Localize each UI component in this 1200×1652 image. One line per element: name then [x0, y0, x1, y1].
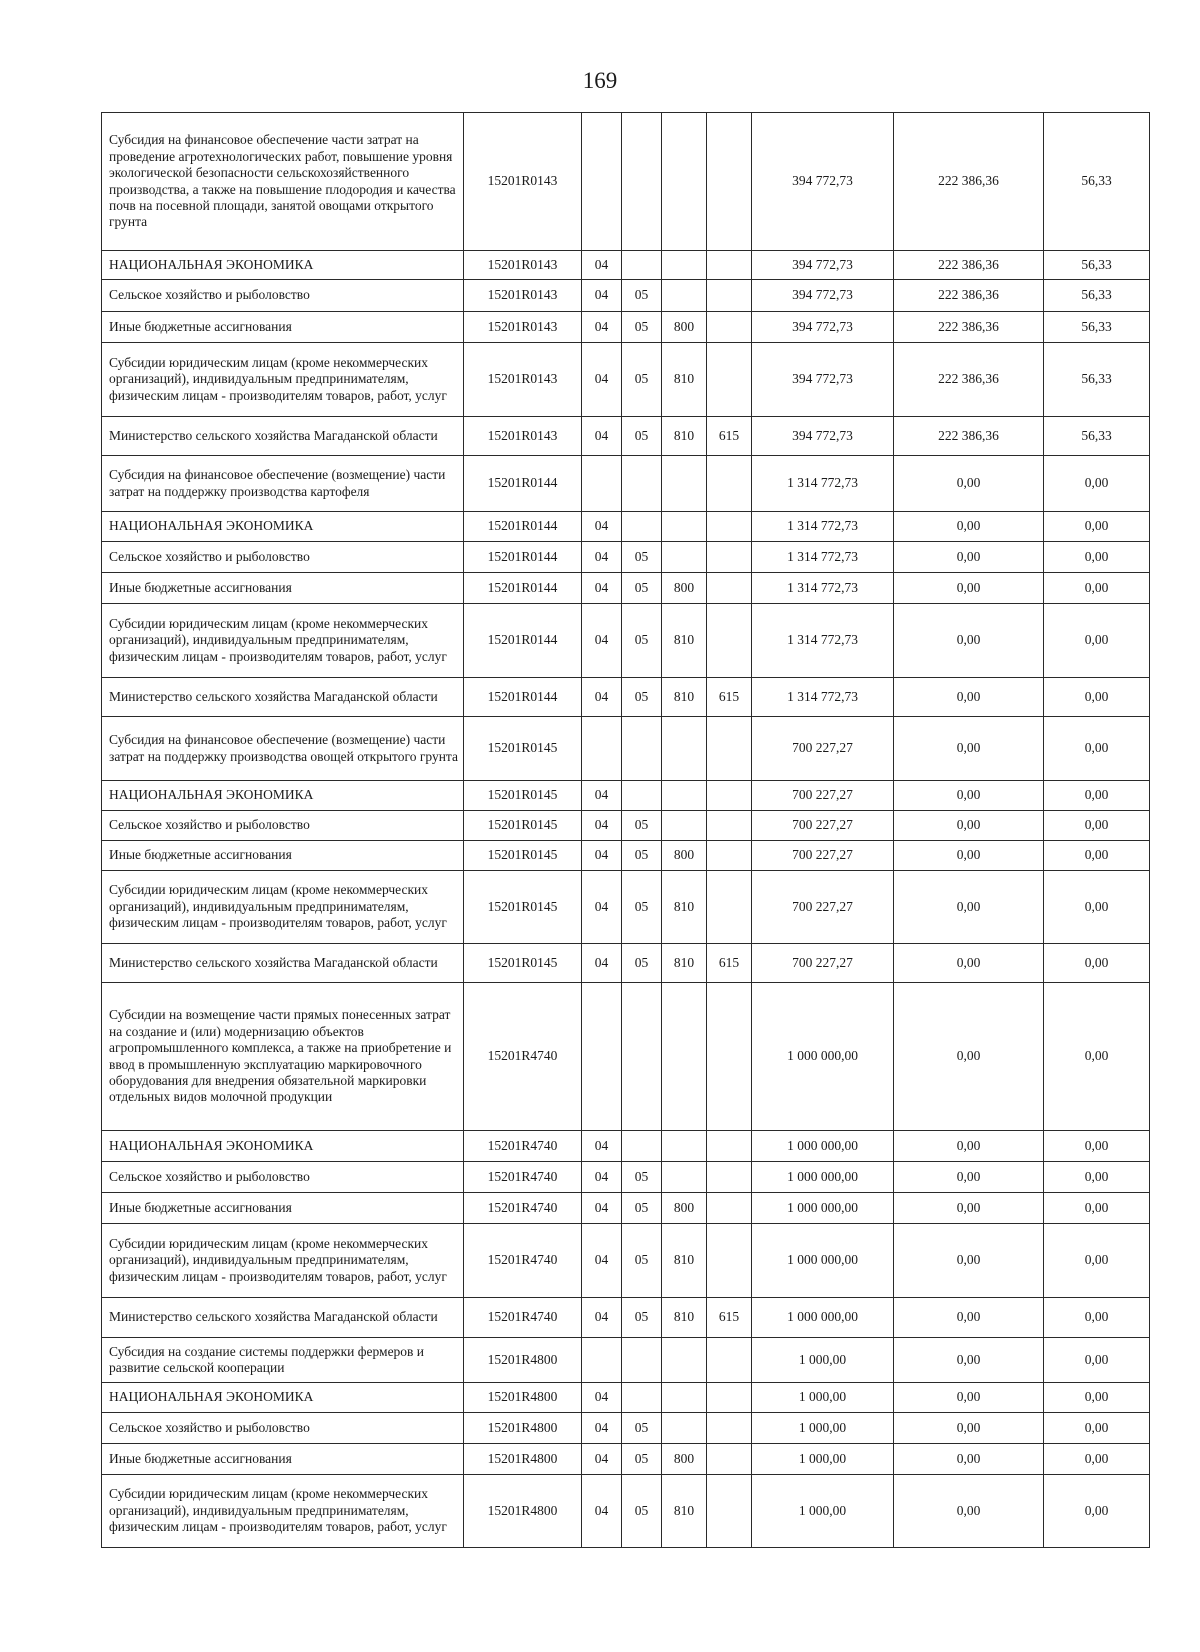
- cell-expense-type: 800: [662, 841, 707, 871]
- cell-section: 04: [582, 871, 622, 944]
- table-row: [102, 1383, 1150, 1413]
- cell-planned-amount: 394 772,73: [752, 343, 894, 417]
- cell-expense-type: [662, 717, 707, 781]
- cell-section: [582, 717, 622, 781]
- cell-planned-amount: 1 000 000,00: [752, 1162, 894, 1193]
- cell-actual-amount: 0,00: [894, 1193, 1044, 1224]
- cell-admin-code: [707, 983, 752, 1131]
- cell-section: 04: [582, 944, 622, 983]
- table-row: [102, 1131, 1150, 1162]
- cell-actual-amount: 0,00: [894, 841, 1044, 871]
- cell-percent-execution: 56,33: [1044, 280, 1150, 312]
- cell-target-article: 15201R0143: [464, 417, 582, 456]
- cell-actual-amount: 0,00: [894, 1383, 1044, 1413]
- cell-actual-amount: 222 386,36: [894, 251, 1044, 280]
- cell-subsection: [622, 983, 662, 1131]
- cell-name: НАЦИОНАЛЬНАЯ ЭКОНОМИКА: [102, 512, 464, 542]
- cell-actual-amount: 222 386,36: [894, 343, 1044, 417]
- table-row: [102, 542, 1150, 573]
- cell-section: 04: [582, 1444, 622, 1475]
- cell-section: 04: [582, 1131, 622, 1162]
- table-row: [102, 781, 1150, 811]
- cell-section: [582, 1338, 622, 1383]
- cell-actual-amount: 222 386,36: [894, 113, 1044, 251]
- cell-section: 04: [582, 312, 622, 343]
- cell-admin-code: [707, 1224, 752, 1298]
- cell-actual-amount: 0,00: [894, 781, 1044, 811]
- cell-actual-amount: 222 386,36: [894, 280, 1044, 312]
- cell-admin-code: [707, 1162, 752, 1193]
- cell-subsection: [622, 717, 662, 781]
- table-row: [102, 251, 1150, 280]
- cell-planned-amount: 700 227,27: [752, 717, 894, 781]
- cell-section: 04: [582, 512, 622, 542]
- cell-percent-execution: 56,33: [1044, 312, 1150, 343]
- table-row: [102, 841, 1150, 871]
- cell-section: 04: [582, 417, 622, 456]
- table-row: [102, 1224, 1150, 1298]
- cell-percent-execution: 0,00: [1044, 944, 1150, 983]
- cell-admin-code: [707, 251, 752, 280]
- table-row: [102, 343, 1150, 417]
- cell-percent-execution: 0,00: [1044, 542, 1150, 573]
- cell-section: 04: [582, 1224, 622, 1298]
- table-row: [102, 280, 1150, 312]
- cell-target-article: 15201R4800: [464, 1338, 582, 1383]
- cell-target-article: 15201R4740: [464, 1298, 582, 1338]
- cell-target-article: 15201R0145: [464, 944, 582, 983]
- cell-name: Субсидии юридическим лицам (кроме некоммерческих организаций), индивидуальным предпринимателям, физическим лицам - производителям товаров, работ, услуг: [102, 1475, 464, 1548]
- cell-expense-type: [662, 811, 707, 841]
- cell-subsection: 05: [622, 678, 662, 717]
- cell-percent-execution: 0,00: [1044, 512, 1150, 542]
- cell-percent-execution: 0,00: [1044, 871, 1150, 944]
- cell-subsection: 05: [622, 542, 662, 573]
- table-row: [102, 604, 1150, 678]
- cell-percent-execution: 0,00: [1044, 456, 1150, 512]
- cell-name: НАЦИОНАЛЬНАЯ ЭКОНОМИКА: [102, 1131, 464, 1162]
- cell-percent-execution: 0,00: [1044, 1383, 1150, 1413]
- cell-section: 04: [582, 781, 622, 811]
- cell-section: 04: [582, 280, 622, 312]
- cell-percent-execution: 56,33: [1044, 113, 1150, 251]
- cell-actual-amount: 0,00: [894, 944, 1044, 983]
- cell-admin-code: [707, 456, 752, 512]
- cell-target-article: 15201R4740: [464, 1131, 582, 1162]
- cell-percent-execution: 0,00: [1044, 1298, 1150, 1338]
- budget-table: [101, 112, 1150, 1548]
- cell-admin-code: [707, 113, 752, 251]
- cell-planned-amount: 394 772,73: [752, 280, 894, 312]
- cell-expense-type: [662, 542, 707, 573]
- cell-planned-amount: 1 314 772,73: [752, 542, 894, 573]
- cell-section: [582, 113, 622, 251]
- cell-section: 04: [582, 251, 622, 280]
- cell-admin-code: [707, 542, 752, 573]
- cell-name: Субсидии юридическим лицам (кроме некоммерческих организаций), индивидуальным предпринимателям, физическим лицам - производителям товаров, работ, услуг: [102, 871, 464, 944]
- cell-name: Сельское хозяйство и рыболовство: [102, 280, 464, 312]
- cell-expense-type: 810: [662, 1298, 707, 1338]
- cell-target-article: 15201R0144: [464, 542, 582, 573]
- cell-actual-amount: 0,00: [894, 456, 1044, 512]
- cell-expense-type: 810: [662, 871, 707, 944]
- cell-expense-type: [662, 280, 707, 312]
- cell-section: 04: [582, 604, 622, 678]
- cell-subsection: [622, 1131, 662, 1162]
- cell-actual-amount: 0,00: [894, 1162, 1044, 1193]
- cell-section: 04: [582, 1475, 622, 1548]
- cell-subsection: 05: [622, 1162, 662, 1193]
- cell-name: Субсидия на финансовое обеспечение (возмещение) части затрат на поддержку производства картофеля: [102, 456, 464, 512]
- cell-target-article: 15201R4740: [464, 1162, 582, 1193]
- cell-subsection: 05: [622, 417, 662, 456]
- cell-name: Субсидии на возмещение части прямых понесенных затрат на создание и (или) модернизацию объектов агропромышленного комплекса, а также на приобретение и ввод в промышленную эксплуатацию маркировочного оборудования для внедрения обязательной маркировки отдельных видов молочной продукции: [102, 983, 464, 1131]
- cell-planned-amount: 700 227,27: [752, 841, 894, 871]
- cell-target-article: 15201R4740: [464, 1193, 582, 1224]
- cell-subsection: 05: [622, 343, 662, 417]
- table-row: [102, 456, 1150, 512]
- cell-expense-type: 800: [662, 1444, 707, 1475]
- table-row: [102, 113, 1150, 251]
- cell-subsection: [622, 113, 662, 251]
- cell-name: Министерство сельского хозяйства Магаданской области: [102, 417, 464, 456]
- cell-name: Министерство сельского хозяйства Магаданской области: [102, 944, 464, 983]
- cell-percent-execution: 0,00: [1044, 1444, 1150, 1475]
- cell-admin-code: [707, 312, 752, 343]
- cell-subsection: 05: [622, 573, 662, 604]
- cell-section: 04: [582, 1383, 622, 1413]
- cell-expense-type: [662, 781, 707, 811]
- cell-actual-amount: 0,00: [894, 1444, 1044, 1475]
- cell-planned-amount: 700 227,27: [752, 944, 894, 983]
- cell-expense-type: [662, 1413, 707, 1444]
- cell-name: НАЦИОНАЛЬНАЯ ЭКОНОМИКА: [102, 781, 464, 811]
- cell-target-article: 15201R0145: [464, 811, 582, 841]
- cell-subsection: 05: [622, 1413, 662, 1444]
- table-row: [102, 1475, 1150, 1548]
- cell-expense-type: [662, 1131, 707, 1162]
- cell-subsection: [622, 781, 662, 811]
- cell-percent-execution: 0,00: [1044, 983, 1150, 1131]
- table-row: [102, 1193, 1150, 1224]
- cell-name: Иные бюджетные ассигнования: [102, 1193, 464, 1224]
- table-row: [102, 871, 1150, 944]
- cell-actual-amount: 0,00: [894, 1131, 1044, 1162]
- cell-admin-code: [707, 343, 752, 417]
- cell-name: Министерство сельского хозяйства Магаданской области: [102, 678, 464, 717]
- cell-name: Сельское хозяйство и рыболовство: [102, 811, 464, 841]
- cell-percent-execution: 0,00: [1044, 781, 1150, 811]
- cell-name: Субсидии юридическим лицам (кроме некоммерческих организаций), индивидуальным предпринимателям, физическим лицам - производителям товаров, работ, услуг: [102, 1224, 464, 1298]
- cell-name: Субсидии юридическим лицам (кроме некоммерческих организаций), индивидуальным предпринимателям, физическим лицам - производителям товаров, работ, услуг: [102, 604, 464, 678]
- cell-subsection: 05: [622, 944, 662, 983]
- cell-name: Иные бюджетные ассигнования: [102, 573, 464, 604]
- cell-target-article: 15201R4800: [464, 1475, 582, 1548]
- cell-actual-amount: 0,00: [894, 1224, 1044, 1298]
- cell-admin-code: 615: [707, 678, 752, 717]
- cell-subsection: [622, 1383, 662, 1413]
- cell-expense-type: 810: [662, 944, 707, 983]
- cell-name: НАЦИОНАЛЬНАЯ ЭКОНОМИКА: [102, 1383, 464, 1413]
- cell-expense-type: [662, 251, 707, 280]
- cell-actual-amount: 0,00: [894, 573, 1044, 604]
- cell-percent-execution: 0,00: [1044, 1162, 1150, 1193]
- cell-expense-type: [662, 983, 707, 1131]
- cell-target-article: 15201R4800: [464, 1413, 582, 1444]
- cell-expense-type: 800: [662, 573, 707, 604]
- cell-percent-execution: 0,00: [1044, 604, 1150, 678]
- cell-section: 04: [582, 573, 622, 604]
- cell-section: 04: [582, 811, 622, 841]
- cell-admin-code: [707, 871, 752, 944]
- cell-actual-amount: 0,00: [894, 542, 1044, 573]
- cell-subsection: 05: [622, 1224, 662, 1298]
- cell-subsection: 05: [622, 1193, 662, 1224]
- cell-percent-execution: 0,00: [1044, 717, 1150, 781]
- cell-planned-amount: 394 772,73: [752, 312, 894, 343]
- cell-percent-execution: 0,00: [1044, 811, 1150, 841]
- cell-planned-amount: 394 772,73: [752, 113, 894, 251]
- cell-expense-type: [662, 512, 707, 542]
- table-row: [102, 678, 1150, 717]
- cell-section: 04: [582, 1298, 622, 1338]
- cell-actual-amount: 0,00: [894, 604, 1044, 678]
- table-row: [102, 944, 1150, 983]
- cell-subsection: 05: [622, 811, 662, 841]
- cell-planned-amount: 1 314 772,73: [752, 604, 894, 678]
- budget-table-wrapper: [101, 112, 1149, 1548]
- cell-planned-amount: 700 227,27: [752, 781, 894, 811]
- cell-target-article: 15201R0144: [464, 678, 582, 717]
- cell-planned-amount: 1 000 000,00: [752, 1298, 894, 1338]
- cell-admin-code: [707, 781, 752, 811]
- cell-section: 04: [582, 542, 622, 573]
- cell-admin-code: 615: [707, 417, 752, 456]
- cell-admin-code: [707, 1413, 752, 1444]
- cell-section: 04: [582, 1413, 622, 1444]
- cell-expense-type: 810: [662, 1224, 707, 1298]
- cell-percent-execution: 0,00: [1044, 1413, 1150, 1444]
- cell-name: Сельское хозяйство и рыболовство: [102, 1413, 464, 1444]
- cell-planned-amount: 1 000 000,00: [752, 1193, 894, 1224]
- cell-percent-execution: 56,33: [1044, 251, 1150, 280]
- cell-percent-execution: 0,00: [1044, 1193, 1150, 1224]
- cell-admin-code: [707, 717, 752, 781]
- cell-subsection: 05: [622, 280, 662, 312]
- table-row: [102, 1338, 1150, 1383]
- table-row: [102, 811, 1150, 841]
- cell-percent-execution: 56,33: [1044, 343, 1150, 417]
- cell-admin-code: [707, 573, 752, 604]
- cell-expense-type: 800: [662, 1193, 707, 1224]
- cell-subsection: 05: [622, 1444, 662, 1475]
- table-row: [102, 1162, 1150, 1193]
- cell-target-article: 15201R0145: [464, 871, 582, 944]
- cell-target-article: 15201R0143: [464, 312, 582, 343]
- cell-expense-type: 810: [662, 417, 707, 456]
- cell-target-article: 15201R0143: [464, 113, 582, 251]
- cell-subsection: 05: [622, 604, 662, 678]
- cell-actual-amount: 0,00: [894, 678, 1044, 717]
- cell-name: Субсидия на финансовое обеспечение части затрат на проведение агротехнологических работ, повышение уровня экологической безопасности сельскохозяйственного производства, а также на повышение плодородия и качества почв на посевной площади, занятой овощами открытого грунта: [102, 113, 464, 251]
- cell-admin-code: [707, 1444, 752, 1475]
- cell-expense-type: [662, 1383, 707, 1413]
- cell-planned-amount: 1 000,00: [752, 1444, 894, 1475]
- cell-percent-execution: 0,00: [1044, 841, 1150, 871]
- cell-actual-amount: 0,00: [894, 1475, 1044, 1548]
- cell-admin-code: [707, 1338, 752, 1383]
- table-row: [102, 417, 1150, 456]
- cell-target-article: 15201R0145: [464, 841, 582, 871]
- cell-name: Сельское хозяйство и рыболовство: [102, 1162, 464, 1193]
- cell-expense-type: 810: [662, 604, 707, 678]
- cell-expense-type: 810: [662, 343, 707, 417]
- cell-actual-amount: 0,00: [894, 1413, 1044, 1444]
- cell-percent-execution: 0,00: [1044, 1338, 1150, 1383]
- cell-actual-amount: 222 386,36: [894, 312, 1044, 343]
- cell-admin-code: 615: [707, 944, 752, 983]
- cell-name: Иные бюджетные ассигнования: [102, 312, 464, 343]
- cell-target-article: 15201R0145: [464, 781, 582, 811]
- cell-percent-execution: 0,00: [1044, 573, 1150, 604]
- table-row: [102, 512, 1150, 542]
- cell-planned-amount: 1 314 772,73: [752, 573, 894, 604]
- cell-percent-execution: 0,00: [1044, 1475, 1150, 1548]
- cell-actual-amount: 0,00: [894, 1298, 1044, 1338]
- cell-target-article: 15201R4740: [464, 983, 582, 1131]
- cell-subsection: 05: [622, 841, 662, 871]
- cell-section: 04: [582, 1193, 622, 1224]
- cell-subsection: [622, 251, 662, 280]
- cell-planned-amount: 394 772,73: [752, 251, 894, 280]
- cell-subsection: 05: [622, 1298, 662, 1338]
- cell-planned-amount: 1 314 772,73: [752, 456, 894, 512]
- cell-planned-amount: 1 000 000,00: [752, 983, 894, 1131]
- table-row: [102, 717, 1150, 781]
- page-number: 169: [582, 68, 618, 93]
- cell-expense-type: [662, 113, 707, 251]
- cell-admin-code: [707, 811, 752, 841]
- table-row: [102, 1298, 1150, 1338]
- cell-name: Субсидия на создание системы поддержки фермеров и развитие сельской кооперации: [102, 1338, 464, 1383]
- cell-planned-amount: 1 314 772,73: [752, 512, 894, 542]
- cell-section: 04: [582, 678, 622, 717]
- cell-actual-amount: 0,00: [894, 983, 1044, 1131]
- cell-target-article: 15201R0143: [464, 280, 582, 312]
- cell-actual-amount: 0,00: [894, 717, 1044, 781]
- table-row: [102, 983, 1150, 1131]
- cell-planned-amount: 700 227,27: [752, 871, 894, 944]
- cell-subsection: 05: [622, 312, 662, 343]
- cell-target-article: 15201R0144: [464, 456, 582, 512]
- cell-admin-code: [707, 280, 752, 312]
- cell-percent-execution: 0,00: [1044, 1131, 1150, 1162]
- cell-section: 04: [582, 841, 622, 871]
- cell-actual-amount: 0,00: [894, 871, 1044, 944]
- cell-planned-amount: 1 000,00: [752, 1413, 894, 1444]
- cell-planned-amount: 1 000,00: [752, 1383, 894, 1413]
- cell-name: Министерство сельского хозяйства Магаданской области: [102, 1298, 464, 1338]
- cell-name: Сельское хозяйство и рыболовство: [102, 542, 464, 573]
- cell-name: Субсидии юридическим лицам (кроме некоммерческих организаций), индивидуальным предпринимателям, физическим лицам - производителям товаров, работ, услуг: [102, 343, 464, 417]
- cell-name: Иные бюджетные ассигнования: [102, 841, 464, 871]
- cell-subsection: [622, 456, 662, 512]
- cell-admin-code: [707, 512, 752, 542]
- cell-percent-execution: 0,00: [1044, 1224, 1150, 1298]
- cell-planned-amount: 394 772,73: [752, 417, 894, 456]
- cell-planned-amount: 700 227,27: [752, 811, 894, 841]
- cell-target-article: 15201R4740: [464, 1224, 582, 1298]
- cell-expense-type: [662, 1338, 707, 1383]
- table-row: [102, 312, 1150, 343]
- cell-target-article: 15201R0144: [464, 512, 582, 542]
- cell-subsection: [622, 1338, 662, 1383]
- cell-admin-code: [707, 1475, 752, 1548]
- table-body: [102, 113, 1150, 1548]
- cell-target-article: 15201R0144: [464, 604, 582, 678]
- cell-section: 04: [582, 1162, 622, 1193]
- cell-expense-type: 810: [662, 1475, 707, 1548]
- cell-admin-code: [707, 1131, 752, 1162]
- cell-expense-type: [662, 1162, 707, 1193]
- cell-section: [582, 983, 622, 1131]
- cell-subsection: 05: [622, 1475, 662, 1548]
- cell-target-article: 15201R4800: [464, 1444, 582, 1475]
- cell-planned-amount: 1 314 772,73: [752, 678, 894, 717]
- cell-target-article: 15201R0143: [464, 343, 582, 417]
- cell-percent-execution: 0,00: [1044, 678, 1150, 717]
- cell-section: 04: [582, 343, 622, 417]
- cell-planned-amount: 1 000,00: [752, 1338, 894, 1383]
- cell-target-article: 15201R0143: [464, 251, 582, 280]
- table-row: [102, 1444, 1150, 1475]
- cell-admin-code: 615: [707, 1298, 752, 1338]
- table-row: [102, 1413, 1150, 1444]
- cell-admin-code: [707, 841, 752, 871]
- cell-expense-type: 800: [662, 312, 707, 343]
- cell-name: НАЦИОНАЛЬНАЯ ЭКОНОМИКА: [102, 251, 464, 280]
- cell-target-article: 15201R0144: [464, 573, 582, 604]
- cell-planned-amount: 1 000,00: [752, 1475, 894, 1548]
- cell-percent-execution: 56,33: [1044, 417, 1150, 456]
- cell-planned-amount: 1 000 000,00: [752, 1224, 894, 1298]
- cell-actual-amount: 0,00: [894, 512, 1044, 542]
- cell-section: [582, 456, 622, 512]
- cell-actual-amount: 0,00: [894, 1338, 1044, 1383]
- cell-admin-code: [707, 1383, 752, 1413]
- cell-name: Иные бюджетные ассигнования: [102, 1444, 464, 1475]
- cell-target-article: 15201R4800: [464, 1383, 582, 1413]
- cell-target-article: 15201R0145: [464, 717, 582, 781]
- cell-actual-amount: 222 386,36: [894, 417, 1044, 456]
- cell-expense-type: 810: [662, 678, 707, 717]
- cell-subsection: 05: [622, 871, 662, 944]
- cell-name: Субсидия на финансовое обеспечение (возмещение) части затрат на поддержку производства овощей открытого грунта: [102, 717, 464, 781]
- cell-admin-code: [707, 1193, 752, 1224]
- cell-planned-amount: 1 000 000,00: [752, 1131, 894, 1162]
- cell-admin-code: [707, 604, 752, 678]
- cell-subsection: [622, 512, 662, 542]
- cell-expense-type: [662, 456, 707, 512]
- table-row: [102, 573, 1150, 604]
- cell-actual-amount: 0,00: [894, 811, 1044, 841]
